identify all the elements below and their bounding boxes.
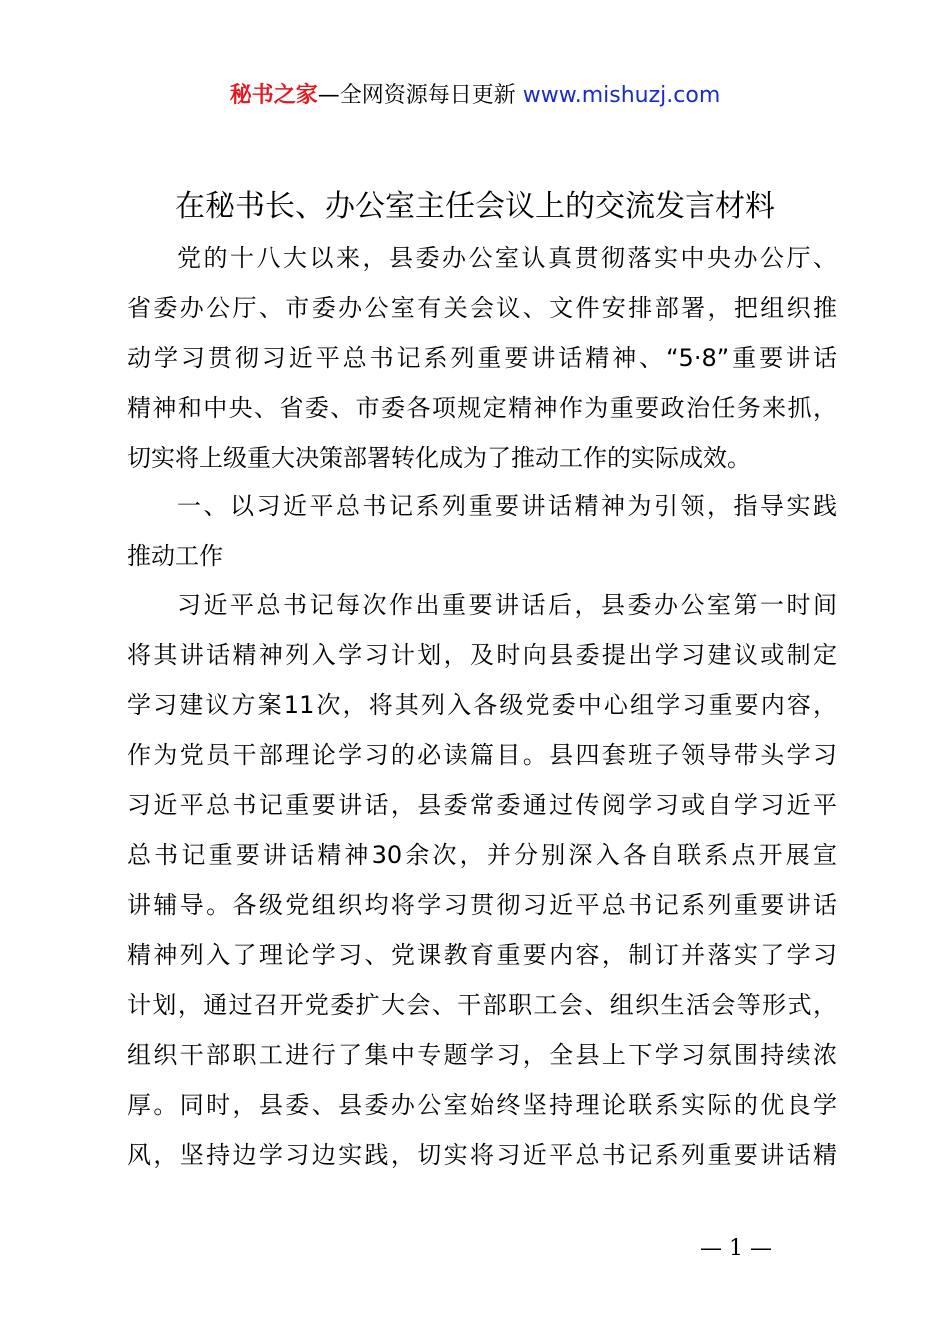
site-banner xyxy=(0,80,950,112)
section-heading-1 xyxy=(127,481,837,581)
text-line: 精神和中央、省委、市委各项规定精神作为重要政治任务来抓， xyxy=(127,394,837,422)
document-title: 在秘书长、办公室主任会议上的交流发言材料 xyxy=(175,189,775,224)
text-line: 组织干部职工进行了集中专题学习，全县上下学习氛围持续浓 xyxy=(127,1041,837,1069)
text-line: 作为党员干部理论学习的必读篇目。县四套班子领导带头学习 xyxy=(127,741,837,769)
banner-url-link[interactable]: www.mishuzj.com xyxy=(522,83,721,108)
paragraph-study xyxy=(127,580,837,1180)
text-line: 总书记重要讲话精神30余次，并分别深入各自联系点开展宣 xyxy=(127,841,837,869)
text-line: 精神列入了理论学习、党课教育重要内容，制订并落实了学习 xyxy=(127,941,837,969)
text-line: 讲辅导。各级党组织均将学习贯彻习近平总书记系列重要讲话 xyxy=(127,891,837,919)
paragraph-intro xyxy=(127,233,837,483)
text-line: 将其讲话精神列入学习计划，及时向县委提出学习建议或制定 xyxy=(127,641,837,669)
text-line: 计划，通过召开党委扩大会、干部职工会、组织生活会等形式， xyxy=(127,991,837,1019)
banner-brand: 秘书之家 xyxy=(229,83,318,108)
text-line: 学习建议方案11次，将其列入各级党委中心组学习重要内容， xyxy=(127,691,837,719)
text-line: 习近平总书记重要讲话，县委常委通过传阅学习或自学习近平 xyxy=(127,791,837,819)
text-line: 切实将上级重大决策部署转化成为了推动工作的实际成效。 xyxy=(127,444,751,472)
text-line: 厚。同时，县委、县委办公室始终坚持理论联系实际的优良学 xyxy=(127,1091,837,1119)
text-line: 省委办公厅、市委办公室有关会议、文件安排部署，把组织推 xyxy=(127,294,837,322)
page-number: — 1 — xyxy=(700,1236,772,1261)
text-line: 风，坚持边学习边实践，切实将习近平总书记系列重要讲话精 xyxy=(127,1141,837,1169)
text-line: 习近平总书记每次作出重要讲话后，县委办公室第一时间 xyxy=(177,591,837,619)
banner-tagline: —全网资源每日更新 xyxy=(317,83,516,108)
text-line: 党的十八大以来，县委办公室认真贯彻落实中央办公厅、 xyxy=(177,244,837,272)
text-line: 动学习贯彻习近平总书记系列重要讲话精神、“5·8”重要讲话 xyxy=(127,344,837,372)
text-line: 一、以习近平总书记系列重要讲话精神为引领，指导实践 xyxy=(177,492,837,520)
text-line: 推动工作 xyxy=(127,542,223,570)
